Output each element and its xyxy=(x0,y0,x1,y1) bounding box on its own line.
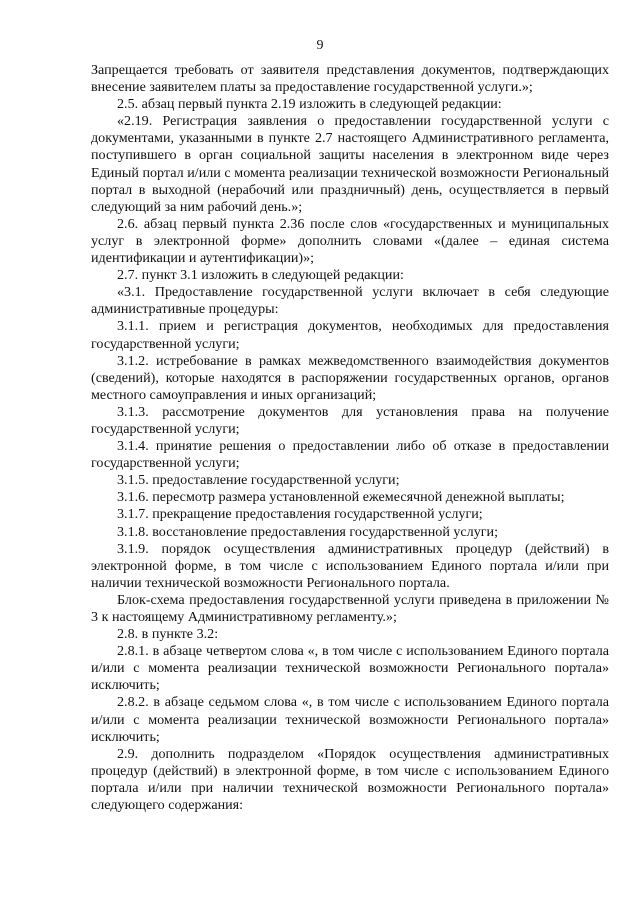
paragraph: 3.1.1. прием и регистрация документов, необходимых для предоставления государственной услуги; xyxy=(91,318,609,352)
paragraph: 2.9. дополнить подразделом «Порядок осуществления административных процедур (действий) в электронной форме, в том числе с использованием Единого портала и/или при наличии технической возможности Регионального портала» следующего содержания: xyxy=(91,745,609,814)
paragraph: 2.8.1. в абзаце четвертом слова «, в том числе с использованием Единого портала и/или с момента реализации технической возможности Регионального портала» исключить; xyxy=(91,643,609,694)
paragraph: 3.1.2. истребование в рамках межведомственного взаимодействия документов (сведений), которые находятся в распоряжении государственных органов, органов местного самоуправления и иных организаций; xyxy=(91,352,609,403)
page-number: 9 xyxy=(316,38,324,53)
paragraph: Запрещается требовать от заявителя представления документов, подтверждающих внесение заявителем платы за предоставление государственной услуги.»; xyxy=(91,62,609,96)
paragraph: 3.1.5. предоставление государственной услуги; xyxy=(117,472,400,489)
paragraph: Блок-схема предоставления государственной услуги приведена в приложении № 3 к настоящему Административному регламенту.»; xyxy=(91,591,609,625)
document-body xyxy=(91,62,609,814)
paragraph: 3.1.7. прекращение предоставления государственной услуги; xyxy=(117,506,483,523)
paragraph: 2.6. абзац первый пункта 2.36 после слов «государственных и муниципальных услуг в электронной форме» дополнить словами «(далее – единая система идентификации и аутентификации)»; xyxy=(91,215,609,267)
paragraph: 2.7. пункт 3.1 изложить в следующей редакции: xyxy=(117,267,404,284)
paragraph: 3.1.9. порядок осуществления административных процедур (действий) в электронной форме, в том числе с использованием Единого портала и/или при наличии технической возможности Регионального портала. xyxy=(91,540,609,591)
paragraph: 3.1.4. принятие решения о предоставлении либо об отказе в предоставлении государственной услуги; xyxy=(91,438,609,472)
paragraph: «3.1. Предоставление государственной услуги включает в себя следующие административные процедуры: xyxy=(91,284,609,318)
paragraph: «2.19. Регистрация заявления о предоставлении государственной услуги с документами, указанными в пункте 2.7 настоящего Административного регламента, поступившего в орган социальной защиты населения в электронном виде через Единый портал и/или с момента реализации технической возможности Региональный портал в выходной (нерабочий или праздничный) день, осуществляется в первый следующий за ним рабочий день.»; xyxy=(91,113,609,215)
paragraph: 2.8.2. в абзаце седьмом слова «, в том числе с использованием Единого портала и/или с момента реализации технической возможности Регионального портала» исключить; xyxy=(91,694,609,745)
paragraph: 2.5. абзац первый пункта 2.19 изложить в следующей редакции: xyxy=(117,96,502,113)
paragraph: 3.1.6. пересмотр размера установленной ежемесячной денежной выплаты; xyxy=(117,489,565,506)
paragraph: 2.8. в пункте 3.2: xyxy=(117,626,219,643)
paragraph: 3.1.3. рассмотрение документов для установления права на получение государственной услуги; xyxy=(91,403,609,437)
paragraph: 3.1.8. восстановление предоставления государственной услуги; xyxy=(117,523,499,540)
